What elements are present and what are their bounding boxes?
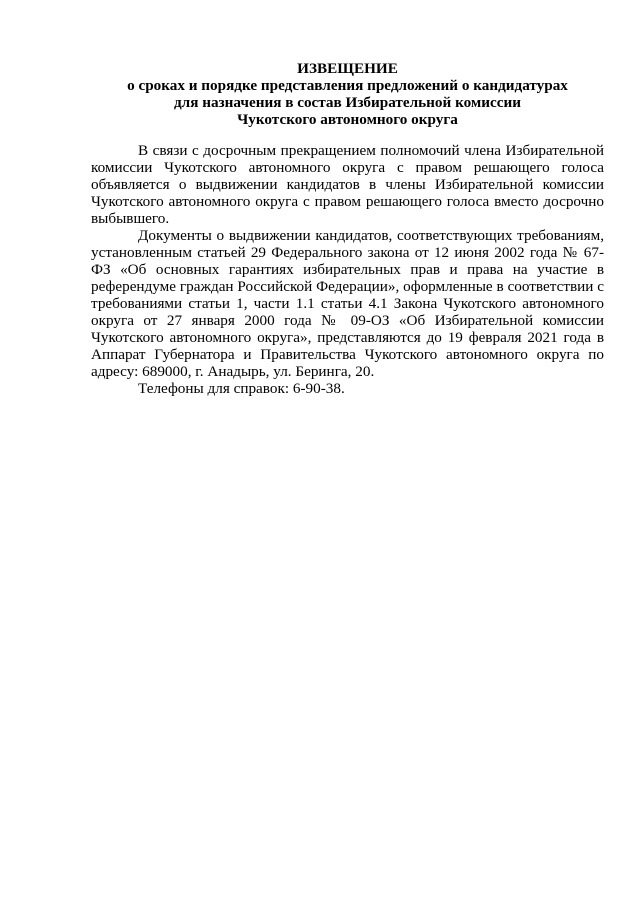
paragraph-documents: Документы о выдвижении кандидатов, соответствующих требованиям, установленным статьей 29 Федерального закона от 12 июня 2002 года № 67-ФЗ «Об основных гарантиях избирательных прав и права на участие в референдуме граждан Российской Федерации», оформленные в соответствии с требованиями статьи 1, части 1.1 статьи 4.1 Закона Чукотского автономного округа от 27 января 2000 года № 09-ОЗ «Об Избирательной комиссии Чукотского автономного округа», представляются до 19 февраля 2021 года в Аппарат Губернатора и Правительства Чукотского автономного округа по адресу: 689000, г. Анадырь, ул. Беринга, 20. (91, 227, 604, 380)
subtitle-line-3: Чукотского автономного округа (237, 111, 458, 128)
paragraph-phones: Телефоны для справок: 6-90-38. (138, 380, 345, 397)
paragraph-vacancy: В связи с досрочным прекращением полномочий члена Избирательной комиссии Чукотского автономного округа с правом решающего голоса объявляется о выдвижении кандидатов в члены Избирательной комиссии Чукотского автономного округа с правом решающего голоса вместо досрочно выбывшего. (91, 142, 604, 227)
subtitle-line-1: о сроках и порядке представления предложений о кандидатурах (127, 77, 568, 94)
title-block (91, 60, 604, 128)
document-title: ИЗВЕЩЕНИЕ (297, 60, 398, 77)
subtitle-line-2: для назначения в состав Избирательной комиссии (173, 94, 522, 111)
document-page (91, 60, 604, 397)
